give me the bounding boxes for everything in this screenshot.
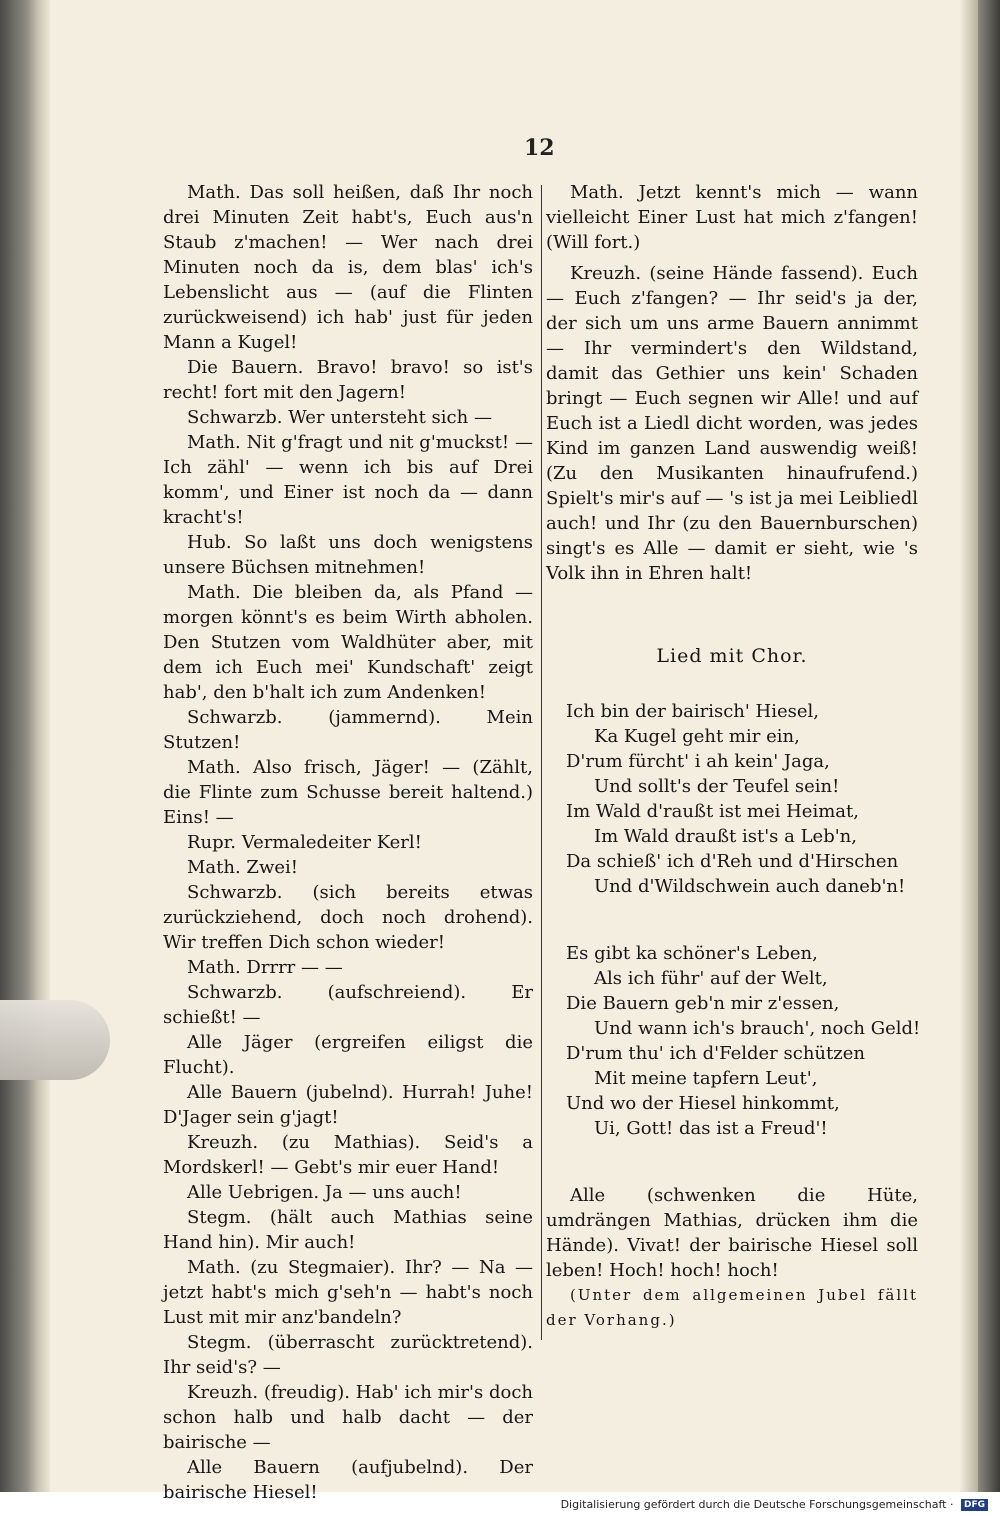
dialogue-line: Stegm. (überrascht zurücktretend). Ihr seid's? — [163,1332,533,1378]
verse-line: Als ich führ' auf der Welt, [594,968,828,989]
dialogue-line: Stegm. (hält auch Mathias seine Hand hin). Mir auch! [163,1207,533,1253]
dialogue-line: Math. Die bleiben da, als Pfand — morgen könnt's es beim Wirth abholen. Den Stutzen vom Waldhüter aber, mit dem ich Euch mei' Kundschaft' zeigt hab', den b'halt ich zum Andenken! [163,582,533,703]
dialogue-line: Kreuzh. (zu Mathias). Seid's a Mordskerl! — Gebt's mir euer Hand! [163,1132,533,1178]
verse-line: Und sollt's der Teufel sein! [594,776,840,797]
dfg-logo: DFG [961,1499,988,1511]
page-number: 12 [524,135,555,161]
dialogue-line: Math. (zu Stegmaier). Ihr? — Na — jetzt habt's mich g'seh'n — habt's noch Lust mit mir anz'bandeln? [163,1257,533,1328]
verse-line: Und d'Wildschwein auch daneb'n! [594,876,906,897]
dialogue-line: Schwarzb. Wer untersteht sich — [187,407,492,428]
verse-line: Ui, Gott! das ist a Freud'! [594,1118,828,1139]
right-column [546,180,921,1333]
verse-line: Und wann ich's brauch', noch Geld! [594,1018,921,1039]
dialogue-line: Alle (schwenken die Hüte, umdrängen Mathias, drücken ihm die Hände). Vivat! der bairische Hiesel soll leben! Hoch! hoch! hoch! [546,1185,918,1281]
verse-line: Die Bauern geb'n mir z'essen, [566,993,840,1014]
book-edge-right [978,0,1000,1492]
finger-shadow [0,1000,110,1080]
dialogue-line: Math. Also frisch, Jäger! — (Zählt, die Flinte zum Schusse bereit haltend.) Eins! — [163,757,533,828]
verse-line: Und wo der Hiesel hinkommt, [566,1093,840,1114]
dialogue-line: Math. Zwei! [187,857,298,878]
book-edge-left [0,0,38,1492]
stage-direction: (Unter dem allgemeinen Jubel fällt der Vorhang.) [546,1286,918,1329]
song-title: Lied mit Chor. [656,645,808,667]
column-divider [541,185,542,1340]
left-column [163,180,533,1505]
dialogue-line: Die Bauern. Bravo! bravo! so ist's recht! fort mit den Jagern! [163,357,533,403]
verse-line: Ich bin der bairisch' Hiesel, [566,701,820,722]
verse-line: Es gibt ka schöner's Leben, [566,943,818,964]
dialogue-line: Kreuzh. (freudig). Hab' ich mir's doch schon halb und halb dacht — der bairische — [163,1382,533,1453]
dialogue-line: Hub. So laßt uns doch wenigstens unsere Büchsen mitnehmen! [163,532,533,578]
dialogue-line: Math. Drrrr — — [187,957,343,978]
verse-line: Im Wald d'raußt ist mei Heimat, [566,801,859,822]
verse-line: Da schieß' ich d'Reh und d'Hirschen [566,851,899,872]
dialogue-line: Alle Bauern (aufjubelnd). Der bairische Hiesel! [163,1457,533,1503]
dialogue-line: Math. Jetzt kennt's mich — wann vielleicht Einer Lust hat mich z'fangen! (Will fort.) [546,182,918,253]
dialogue-line: Rupr. Vermaledeiter Kerl! [187,832,422,853]
dialogue-line: Schwarzb. (sich bereits etwas zurückziehend, doch noch drohend). Wir treffen Dich schon wieder! [163,882,533,953]
dialogue-line: Alle Bauern (jubelnd). Hurrah! Juhe! D'Jager sein g'jagt! [163,1082,533,1128]
verse-line: D'rum thu' ich d'Felder schützen [566,1043,865,1064]
dialogue-line: Alle Jäger (ergreifen eiligst die Flucht). [163,1032,533,1078]
dialogue-line: Math. Nit g'fragt und nit g'muckst! — Ich zähl' — wenn ich bis auf Drei komm', und Einer ist noch da — dann kracht's! [163,432,533,528]
verse-line: Im Wald draußt ist's a Leb'n, [594,826,857,847]
song-stanza-2 [546,941,921,1141]
song-stanza-1 [546,699,918,899]
dialogue-line: Schwarzb. (aufschreiend). Er schießt! — [163,982,533,1028]
digitization-credit [561,1498,988,1511]
dialogue-line: Math. Das soll heißen, daß Ihr noch drei Minuten Zeit habt's, Euch aus'n Staub z'machen! — Wer nach drei Minuten noch da is, dem blas' ich's Lebenslicht aus — (auf die Flinten zurückweisend) ich hab' just für jeden Mann a Kugel! [163,182,533,353]
verse-line: D'rum fürcht' i ah kein' Jaga, [566,751,830,772]
dialogue-line: Schwarzb. (jammernd). Mein Stutzen! [163,707,533,753]
credit-text: Digitalisierung gefördert durch die Deutsche Forschungsgemeinschaft · [560,1498,954,1511]
verse-line: Mit meine tapfern Leut', [594,1068,818,1089]
dialogue-line: Kreuzh. (seine Hände fassend). Euch — Euch z'fangen? — Ihr seid's ja der, der sich um uns arme Bauern annimmt — Ihr vermindert's den Wildstand, damit das Gethier uns kein' Schaden bringt — Euch segnen wir Alle! und auf Euch ist a Liedl dicht worden, was jedes Kind im ganzen Land auswendig weiß! (Zu den Musikanten hinaufrufend.) Spielt's mir's auf — 's ist ja mei Leibliedl auch! und Ihr (zu den Bauernburschen) singt's es Alle — damit er sieht, wie 's Volk ihn in Ehren halt! [546,263,918,584]
dialogue-line: Alle Uebrigen. Ja — uns auch! [187,1182,462,1203]
verse-line: Ka Kugel geht mir ein, [594,726,800,747]
